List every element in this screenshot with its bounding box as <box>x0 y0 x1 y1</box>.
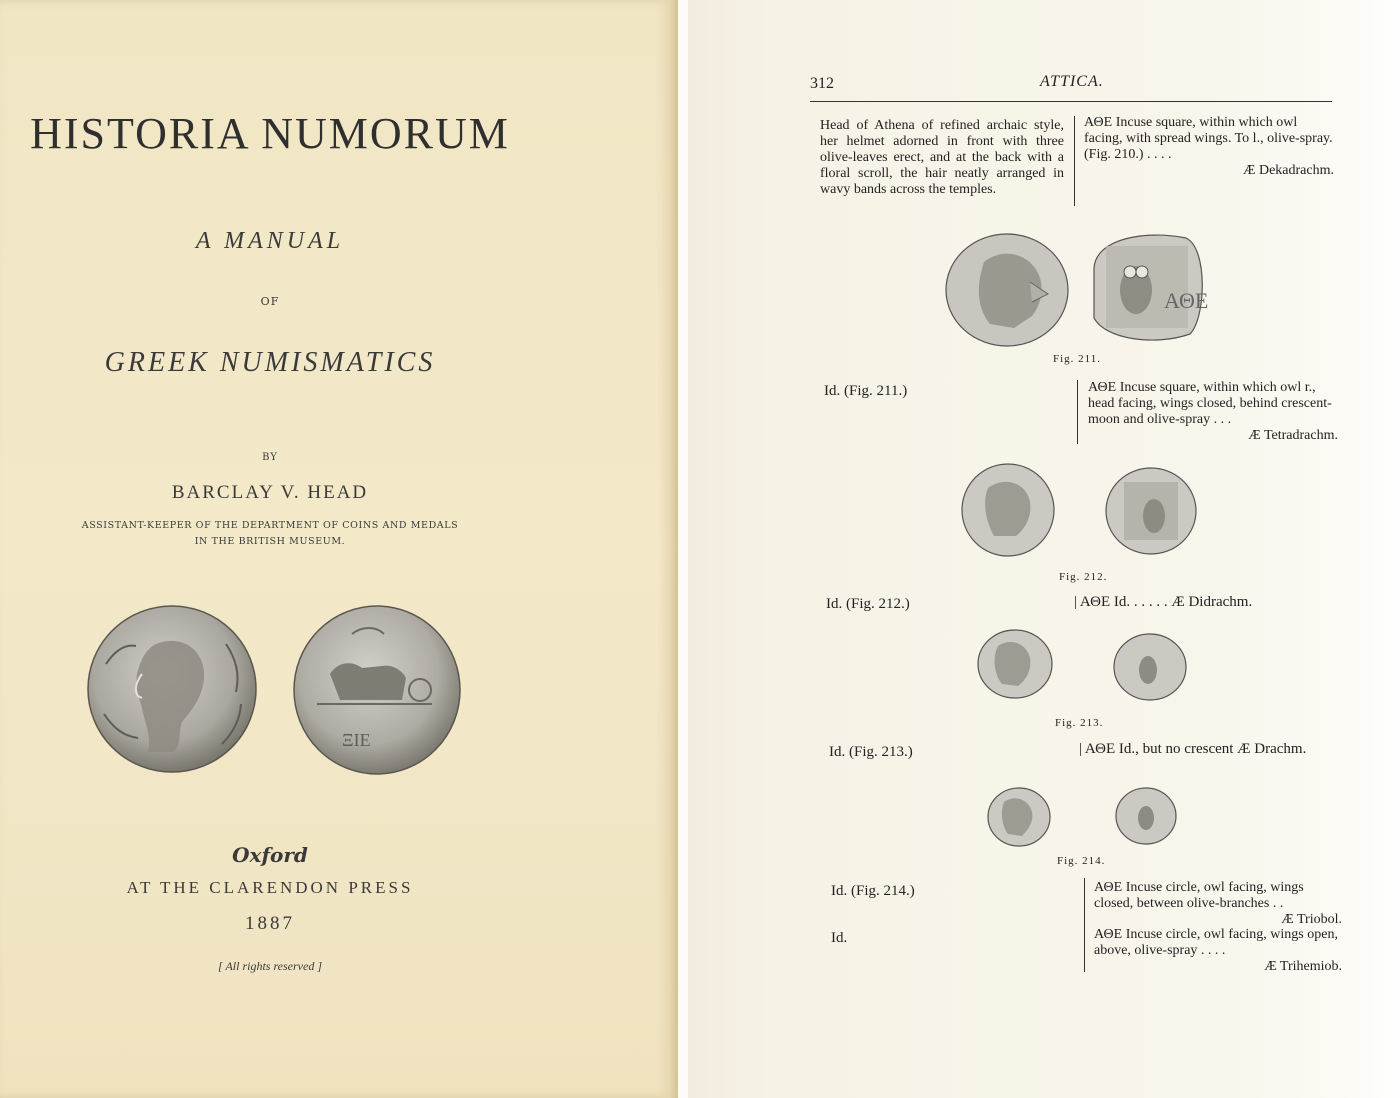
entry-1-denomination: Æ Dekadrachm. <box>1243 163 1334 178</box>
coin-fig-212-reverse <box>1104 466 1198 556</box>
coin-fig-214-reverse <box>1114 786 1178 846</box>
running-head: ATTICA. <box>1040 73 1104 90</box>
coin-head-of-arethusa <box>86 604 258 774</box>
entry-5-reverse-text: ΑΘΕ Incuse circle, owl facing, wings closed, between olive-branches . . <box>1094 880 1304 911</box>
publisher-name: AT THE CLARENDON PRESS <box>126 878 414 897</box>
rights-notice: [ All rights reserved ] <box>218 959 322 973</box>
content-page <box>688 0 1400 1098</box>
entry-2-reverse <box>1088 380 1338 444</box>
figure-caption-213: Fig. 213. <box>1055 717 1104 729</box>
entry-2-obverse: Id. (Fig. 211.) <box>824 383 908 399</box>
coin-fig-211-reverse <box>1086 228 1208 344</box>
column-divider <box>1077 380 1078 444</box>
coin-fig-212-obverse <box>960 462 1056 558</box>
author-position-line-2: IN THE BRITISH MUSEUM. <box>194 536 346 547</box>
book-gutter <box>678 0 688 1098</box>
coin-quadriga <box>292 604 462 776</box>
subtitle-greek-numismatics: GREEK NUMISMATICS <box>104 347 436 378</box>
entry-2-reverse-text: ΑΘΕ Incuse square, within which owl r., head facing, wings closed, behind crescent-moon and olive-spray . . . <box>1088 380 1332 427</box>
author-position-line-1: ASSISTANT-KEEPER OF THE DEPARTMENT OF COINS AND MEDALS <box>81 520 459 531</box>
column-divider <box>1084 878 1085 972</box>
entry-6-reverse-text: ΑΘΕ Incuse circle, owl facing, wings open, above, olive-spray . . . . <box>1094 927 1338 958</box>
book-title: HISTORIA NUMORUM <box>30 109 510 158</box>
entry-5-obverse: Id. (Fig. 214.) <box>831 883 915 899</box>
publisher-city: Oxford <box>232 843 308 867</box>
entry-3-reverse: | ΑΘΕ Id. . . . . . Æ Didrachm. <box>1074 594 1253 610</box>
entry-1-reverse-text: ΑΘΕ Incuse square, within which owl facing, with spread wings. To l., olive-spray. (Fig. 210.) . . . . <box>1084 115 1333 162</box>
figure-caption-212: Fig. 212. <box>1059 571 1108 583</box>
column-divider <box>1074 116 1075 206</box>
entry-1-obverse: Head of Athena of refined archaic style, her helmet adorned in front with three olive-leaves erect, and at the back with a floral scroll, the hair neatly arranged in wavy bands across the temples. <box>820 118 1064 197</box>
author-position <box>0 518 540 550</box>
entry-6-obverse: Id. <box>831 930 848 946</box>
figure-caption-211: Fig. 211. <box>1053 353 1102 365</box>
subtitle-of: OF <box>260 295 280 308</box>
page-edge-shadow <box>656 0 678 1098</box>
entry-6-denomination: Æ Trihemiob. <box>1264 959 1342 974</box>
by-label: BY <box>262 452 278 463</box>
coin-fig-211-obverse <box>944 232 1070 348</box>
entry-6-reverse <box>1094 927 1342 975</box>
entry-5-reverse <box>1094 880 1342 928</box>
page-number: 312 <box>810 75 834 92</box>
subtitle-manual: A MANUAL <box>195 228 345 254</box>
entry-4-obverse: Id. (Fig. 213.) <box>829 744 913 760</box>
entry-3-obverse: Id. (Fig. 212.) <box>826 596 910 612</box>
entry-5-denomination: Æ Triobol. <box>1281 912 1342 927</box>
svg-text:ΞΙΕ: ΞΙΕ <box>342 730 371 750</box>
author-name: BARCLAY V. HEAD <box>171 482 369 503</box>
entry-2-denomination: Æ Tetradrachm. <box>1248 428 1338 443</box>
header-rule <box>810 101 1332 102</box>
publication-year: 1887 <box>245 913 295 934</box>
entry-1-reverse <box>1084 115 1334 179</box>
coin-fig-214-obverse <box>986 786 1052 848</box>
coin-fig-213-reverse <box>1112 632 1188 702</box>
figure-caption-214: Fig. 214. <box>1057 855 1106 867</box>
svg-text:ΑΘΕ: ΑΘΕ <box>1164 288 1208 313</box>
entry-4-reverse: | ΑΘΕ Id., but no crescent Æ Drachm. <box>1079 741 1307 757</box>
title-page <box>0 0 678 1098</box>
coin-fig-213-obverse <box>976 628 1054 700</box>
